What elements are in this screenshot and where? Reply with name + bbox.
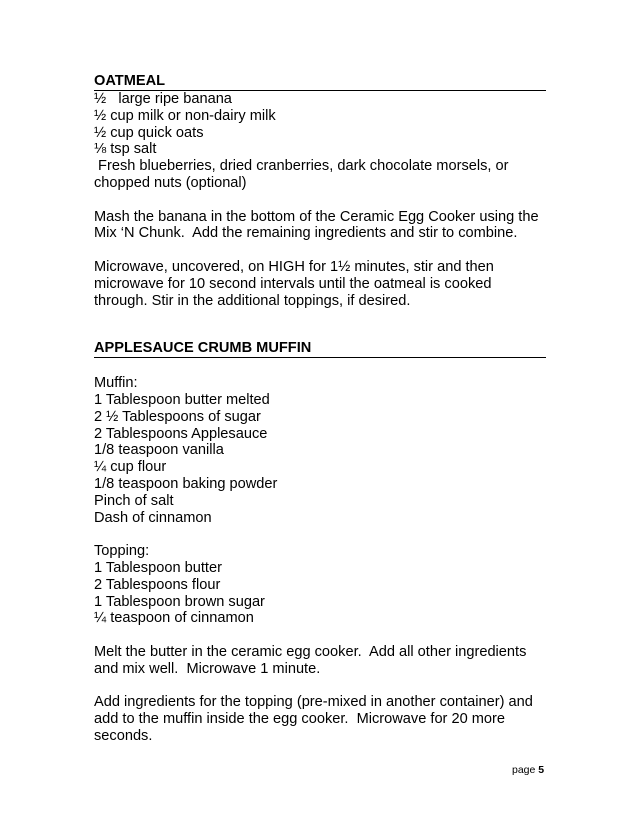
oatmeal-ingredients [94, 91, 546, 192]
ingredient-line: Fresh blueberries, dried cranberries, dark chocolate morsels, or [94, 158, 509, 175]
oatmeal-step-1 [94, 209, 546, 243]
ingredient-line: 1/8 teaspoon vanilla [94, 442, 224, 459]
topping-ingredients [94, 543, 546, 627]
ingredient-line: ½ large ripe banana [94, 91, 232, 107]
ingredient-line: 2 Tablespoons flour [94, 576, 221, 593]
ingredient-line: Dash of cinnamon [94, 509, 212, 526]
paragraph-line: seconds. [94, 727, 153, 744]
ingredient-line: 2 Tablespoons Applesauce [94, 425, 268, 442]
ingredient-line: 1 Tablespoon butter [94, 559, 222, 576]
ingredient-line: ¼ cup flour [94, 459, 167, 476]
ingredient-line: 1/8 teaspoon baking powder [94, 475, 278, 492]
ingredient-line: Pinch of salt [94, 492, 174, 509]
paragraph-line: add to the muffin inside the egg cooker. Microwave for 20 more [94, 711, 506, 728]
ingredient-line: 2 ½ Tablespoons of sugar [94, 408, 261, 425]
subheading: Muffin: [94, 375, 138, 392]
paragraph-line: Mash the banana in the bottom of the Ceramic Egg Cooker using the [94, 208, 539, 225]
oatmeal-title: OATMEAL [94, 72, 546, 91]
page-number [512, 764, 544, 776]
ingredient-line: ⅛ tsp salt [94, 141, 157, 158]
subheading: Topping: [94, 543, 150, 560]
oatmeal-step-2 [94, 259, 546, 309]
paragraph-line: Mix ‘N Chunk. Add the remaining ingredients and stir to combine. [94, 225, 518, 242]
ingredient-line: 1 Tablespoon butter melted [94, 391, 270, 408]
document-page [94, 72, 546, 745]
ingredient-line: ¼ teaspoon of cinnamon [94, 610, 254, 627]
page-number-value: 5 [538, 764, 545, 776]
muffin-ingredients [94, 375, 546, 526]
paragraph-line: microwave for 10 second intervals until the oatmeal is cooked [94, 275, 492, 292]
paragraph-line: and mix well. Microwave 1 minute. [94, 660, 321, 677]
page-label: page [512, 764, 536, 776]
paragraph-line: through. Stir in the additional toppings, if desired. [94, 292, 411, 309]
paragraph-line: Add ingredients for the topping (pre-mixed in another container) and [94, 694, 533, 711]
paragraph-line: Microwave, uncovered, on HIGH for 1½ minutes, stir and then [94, 258, 494, 275]
paragraph-line: Melt the butter in the ceramic egg cooker. Add all other ingredients [94, 643, 527, 660]
muffin-step-1 [94, 644, 546, 678]
muffin-step-2 [94, 694, 546, 744]
ingredient-line: chopped nuts (optional) [94, 174, 247, 191]
muffin-title: APPLESAUCE CRUMB MUFFIN [94, 339, 546, 358]
ingredient-line: 1 Tablespoon brown sugar [94, 593, 265, 610]
ingredient-line: ½ cup milk or non-dairy milk [94, 107, 276, 124]
ingredient-line: ½ cup quick oats [94, 124, 204, 141]
